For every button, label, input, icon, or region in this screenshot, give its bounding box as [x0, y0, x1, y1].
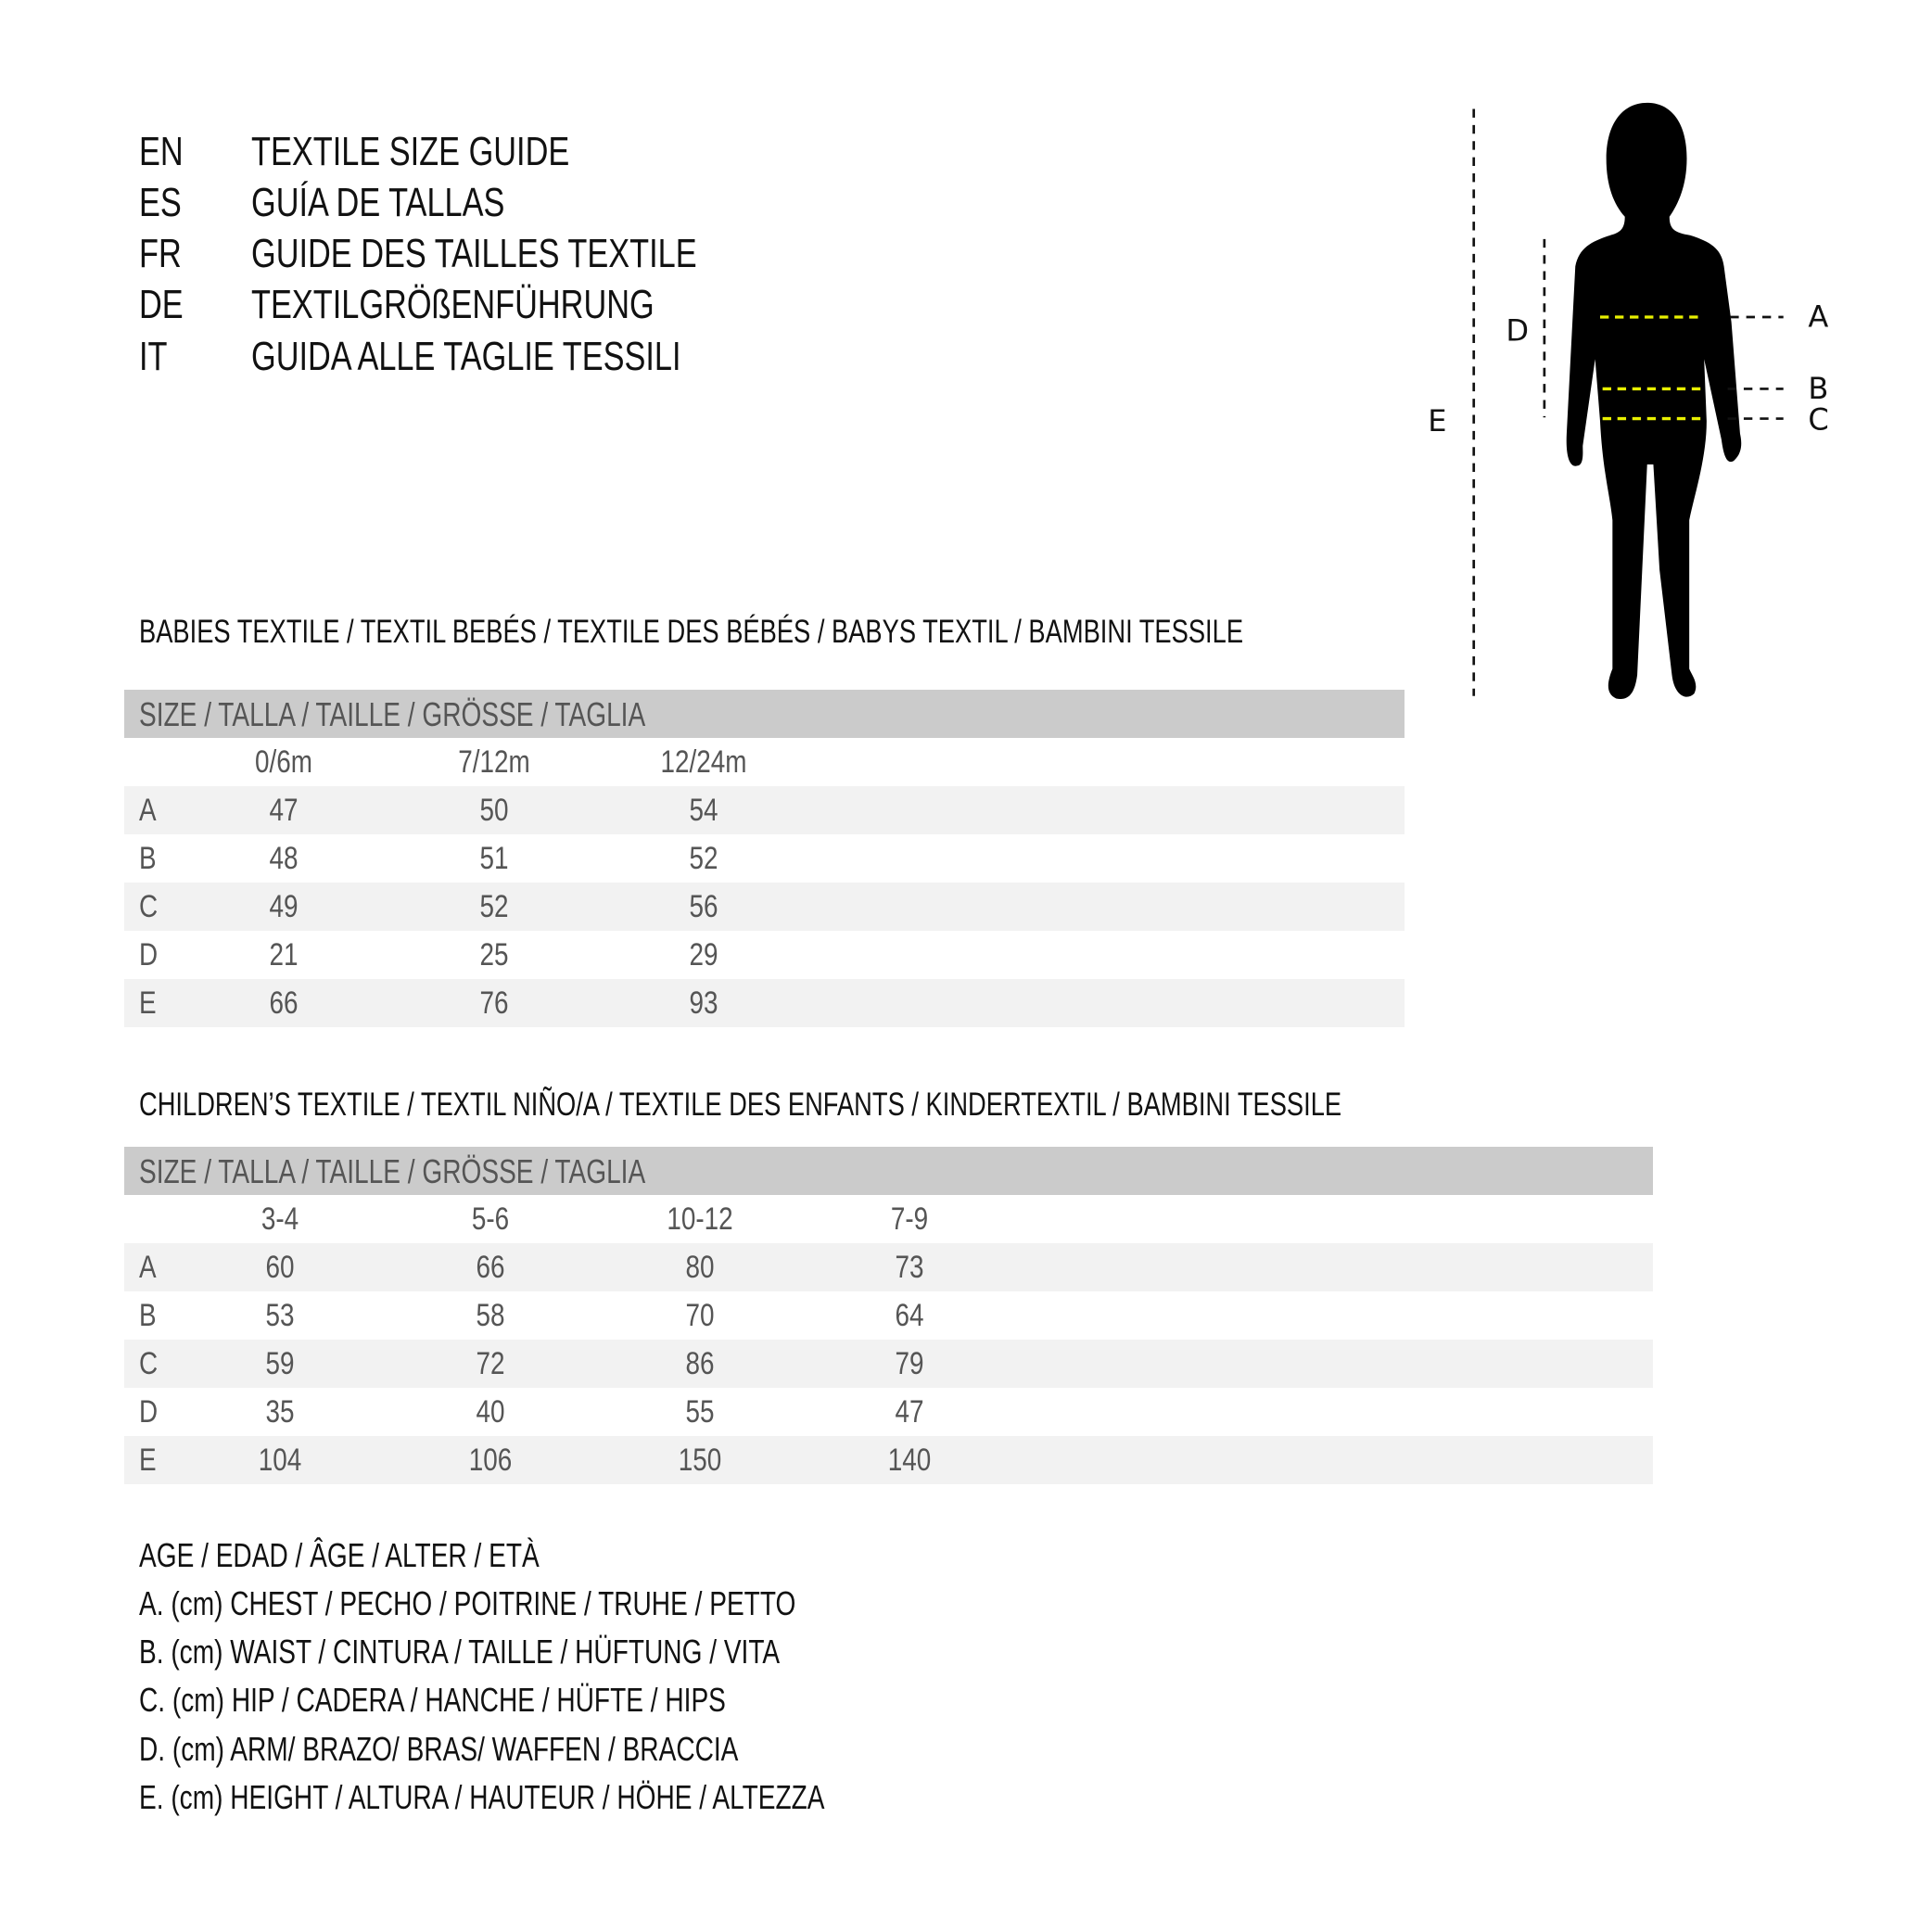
column-header-row [124, 738, 1405, 786]
cell: 72 [476, 1346, 505, 1381]
cell: 52 [689, 841, 718, 876]
cell: 47 [895, 1394, 924, 1430]
cell: 51 [479, 841, 509, 876]
size-header-band: SIZE / TALLA / TAILLE / GRÖSSE / TAGLIA [124, 1147, 1653, 1195]
cell: 47 [269, 793, 299, 828]
legend-item: C. (cm) HIP / CADERA / HANCHE / HÜFTE / HIPS [139, 1681, 726, 1719]
cell: 59 [265, 1346, 295, 1381]
cell: 66 [269, 985, 299, 1021]
label-d: D [1506, 312, 1530, 349]
table-row [124, 1436, 1653, 1484]
lang-code-fr: FR [139, 231, 182, 276]
row-label: D [139, 1394, 159, 1430]
cell: 73 [895, 1250, 924, 1285]
column-header: 3-4 [261, 1201, 299, 1237]
table-row [124, 834, 1405, 883]
cell: 35 [265, 1394, 295, 1430]
table-row [124, 786, 1405, 834]
label-b: B [1808, 371, 1829, 407]
column-header: 7-9 [890, 1201, 929, 1237]
row-label: D [139, 937, 159, 972]
title-de: TEXTILGRÖßENFÜHRUNG [251, 282, 655, 327]
title-es: GUÍA DE TALLAS [251, 180, 505, 225]
column-header: 10-12 [667, 1201, 733, 1237]
cell: 79 [895, 1346, 924, 1381]
cell: 150 [678, 1443, 722, 1478]
cell: 49 [269, 889, 299, 924]
cell: 40 [476, 1394, 505, 1430]
title-en: TEXTILE SIZE GUIDE [251, 129, 570, 174]
row-label: A [139, 793, 157, 828]
cell: 140 [887, 1443, 932, 1478]
cell: 52 [479, 889, 509, 924]
lang-code-it: IT [139, 334, 168, 379]
row-label: E [139, 1443, 157, 1478]
row-label: C [139, 1346, 159, 1381]
cell: 21 [269, 937, 299, 972]
size-header-band: SIZE / TALLA / TAILLE / GRÖSSE / TAGLIA [124, 690, 1405, 738]
cell: 48 [269, 841, 299, 876]
row-label: A [139, 1250, 157, 1285]
row-label: B [139, 841, 157, 876]
cell: 54 [689, 793, 718, 828]
cell: 106 [468, 1443, 513, 1478]
cell: 104 [258, 1443, 302, 1478]
lang-code-es: ES [139, 180, 182, 225]
table-row [124, 883, 1405, 931]
cell: 53 [265, 1298, 295, 1333]
cell: 70 [685, 1298, 715, 1333]
cell: 55 [685, 1394, 715, 1430]
babies-section-title: BABIES TEXTILE / TEXTIL BEBÉS / TEXTILE DES BÉBÉS / BABYS TEXTIL / BAMBINI TESSILE [139, 614, 1244, 650]
legend-item: D. (cm) ARM/ BRAZO/ BRAS/ WAFFEN / BRACCIA [139, 1730, 739, 1768]
cell: 80 [685, 1250, 715, 1285]
cell: 50 [479, 793, 509, 828]
cell: 76 [479, 985, 509, 1021]
lang-code-de: DE [139, 282, 184, 327]
table-row [124, 1340, 1653, 1388]
legend-item: A. (cm) CHEST / PECHO / POITRINE / TRUHE / PETTO [139, 1584, 796, 1622]
title-it: GUIDA ALLE TAGLIE TESSILI [251, 334, 681, 379]
cell: 60 [265, 1250, 295, 1285]
label-e: E [1428, 402, 1447, 439]
column-header: 0/6m [255, 744, 312, 780]
column-header-row [124, 1195, 1653, 1243]
column-header: 7/12m [458, 744, 530, 780]
children-section-title: CHILDREN’S TEXTILE / TEXTIL NIÑO/A / TEXTILE DES ENFANTS / KINDERTEXTIL / BAMBINI TESSILE [139, 1087, 1342, 1123]
legend-item: E. (cm) HEIGHT / ALTURA / HAUTEUR / HÖHE / ALTEZZA [139, 1778, 825, 1816]
column-header: 5-6 [471, 1201, 510, 1237]
cell: 93 [689, 985, 718, 1021]
legend-item: B. (cm) WAIST / CINTURA / TAILLE / HÜFTUNG / VITA [139, 1633, 781, 1671]
cell: 86 [685, 1346, 715, 1381]
row-label: C [139, 889, 159, 924]
child-silhouette-icon [1567, 103, 1742, 699]
cell: 29 [689, 937, 718, 972]
cell: 66 [476, 1250, 505, 1285]
legend-item: AGE / EDAD / ÂGE / ALTER / ETÀ [139, 1536, 540, 1574]
label-c: C [1808, 401, 1829, 438]
cell: 25 [479, 937, 509, 972]
table-row [124, 979, 1405, 1027]
row-label: E [139, 985, 157, 1021]
row-label: B [139, 1298, 157, 1333]
column-header: 12/24m [660, 744, 747, 780]
title-fr: GUIDE DES TAILLES TEXTILE [251, 231, 697, 276]
cell: 64 [895, 1298, 924, 1333]
table-row [124, 1243, 1653, 1291]
table-row [124, 931, 1405, 979]
table-row [124, 1291, 1653, 1340]
lang-code-en: EN [139, 129, 184, 174]
table-row [124, 1388, 1653, 1436]
cell: 56 [689, 889, 718, 924]
label-a: A [1808, 299, 1829, 335]
cell: 58 [476, 1298, 505, 1333]
